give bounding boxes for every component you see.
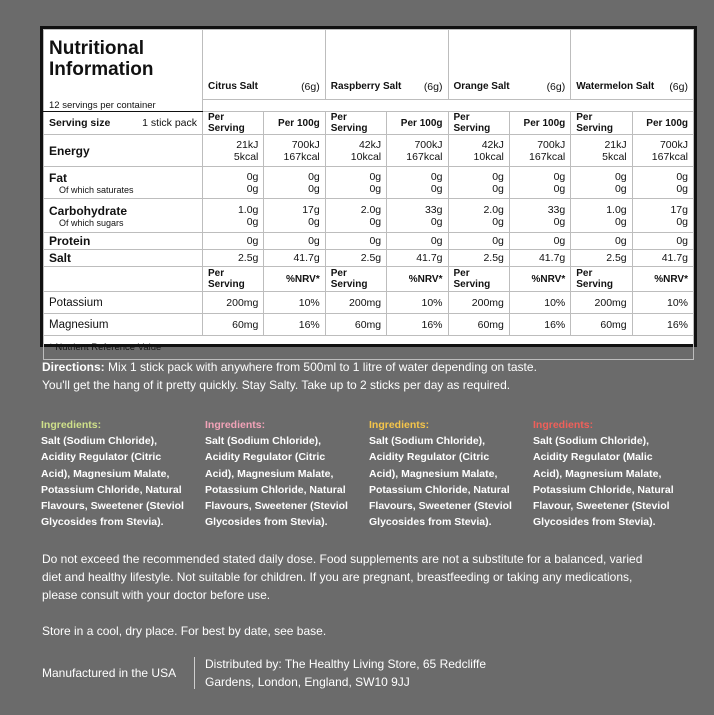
distributed-line-1: Distributed by: The Healthy Living Store, 65 Redcliffe — [205, 657, 487, 671]
carbohydrate-value-cell — [509, 199, 570, 233]
carbohydrate-value: 33g — [547, 203, 566, 216]
product-header-citrus — [203, 30, 326, 100]
footnote-row — [44, 336, 694, 360]
col-per-serving: Per Serving — [448, 112, 509, 135]
warning-text — [42, 550, 682, 604]
fat-value-cell — [571, 167, 632, 199]
energy-sub-value: 10kcal — [350, 150, 382, 163]
magnesium-row — [44, 314, 694, 336]
potassium-value: 10% — [632, 292, 693, 314]
energy-label: Energy — [49, 143, 90, 158]
fat-sub-value: 0g — [308, 182, 320, 195]
protein-value: 0g — [632, 233, 693, 250]
fat-sub-value: 0g — [676, 182, 688, 195]
fat-value: 0g — [553, 170, 566, 183]
ingredients-line: Potassium Chloride, Natural — [41, 483, 182, 496]
carbohydrate-value: 2.0g — [360, 203, 382, 216]
energy-value-cell — [387, 135, 448, 167]
salt-value: 41.7g — [264, 250, 325, 267]
energy-value: 42kJ — [481, 138, 504, 151]
protein-value: 0g — [448, 233, 509, 250]
ingredients-line: Flavour, Sweetener (Steviol — [533, 500, 670, 513]
fat-row — [44, 167, 694, 199]
fat-sub-label: Of which saturates — [59, 184, 134, 195]
col-per-100g: Per 100g — [632, 112, 693, 135]
energy-sub-value: 167kcal — [406, 150, 443, 163]
ingredients-heading: Ingredients: — [205, 419, 266, 431]
energy-sub-value: 167kcal — [283, 150, 320, 163]
col-per-serving: Per Serving — [571, 267, 632, 292]
magnesium-value: 60mg — [203, 314, 264, 336]
serving-size-row — [44, 112, 694, 135]
carbohydrate-row — [44, 199, 694, 233]
salt-row — [44, 250, 694, 267]
magnesium-value: 16% — [264, 314, 325, 336]
carbohydrate-value: 1.0g — [606, 203, 627, 216]
product-size: (6g) — [423, 81, 443, 93]
carbohydrate-value: 17g — [670, 203, 688, 216]
ingredients-line: Acid), Magnesium Malate, — [369, 467, 498, 480]
carbohydrate-sub-value: 0g — [553, 215, 566, 228]
energy-value: 21kJ — [604, 138, 627, 151]
ingredients-line: Acid), Magnesium Malate, — [533, 467, 662, 480]
ingredients-line: Glycosides from Stevia). — [205, 516, 328, 529]
energy-value-cell — [571, 135, 632, 167]
manufactured-in: Manufactured in the USA — [42, 666, 177, 680]
directions-line-2: You'll get the hang of it pretty quickly. Stay Salty. Take up to 2 sticks per day as required. — [42, 378, 511, 392]
serving-size-cell — [44, 112, 203, 135]
salt-value: 2.5g — [325, 250, 386, 267]
fat-value-cell — [448, 167, 509, 199]
fat-value-cell — [203, 167, 264, 199]
energy-sub-value: 167kcal — [529, 150, 566, 163]
product-name: Orange Salt — [453, 81, 510, 92]
carbohydrate-value-cell — [632, 199, 693, 233]
energy-sub-value: 5kcal — [602, 150, 627, 163]
ingredients-line: Potassium Chloride, Natural — [369, 483, 510, 496]
carbohydrate-sub-value: 0g — [676, 215, 688, 228]
col-nrv: %NRV* — [632, 267, 693, 292]
energy-value-cell — [509, 135, 570, 167]
potassium-row — [44, 292, 694, 314]
col-per-serving: Per Serving — [448, 267, 509, 292]
panel-title — [44, 30, 203, 100]
energy-sub-value: 167kcal — [651, 150, 688, 163]
nrv-footnote: * Nutrient Reference Value — [44, 336, 694, 360]
salt-value: 41.7g — [387, 250, 448, 267]
col-per-100g: Per 100g — [387, 112, 448, 135]
carbohydrate-value-cell — [264, 199, 325, 233]
energy-value: 700kJ — [414, 138, 443, 151]
serving-size-label: Serving size — [49, 117, 111, 129]
salt-value: 41.7g — [632, 250, 693, 267]
ingredients-line: Flavours, Sweetener (Steviol — [205, 500, 348, 513]
fat-value: 0g — [676, 170, 688, 183]
ingredients-line: Glycosides from Stevia). — [41, 516, 164, 529]
distributed-by — [205, 655, 535, 691]
carbohydrate-label: Carbohydrate — [49, 203, 128, 218]
fat-value: 0g — [246, 170, 259, 183]
footer-divider — [194, 657, 195, 689]
fat-sub-value: 0g — [614, 182, 627, 195]
energy-value: 700kJ — [537, 138, 566, 151]
potassium-value: 10% — [509, 292, 570, 314]
potassium-label: Potassium — [44, 292, 203, 314]
ingredients-line: Acid), Magnesium Malate, — [41, 467, 170, 480]
ingredients-heading: Ingredients: — [41, 419, 102, 431]
carbohydrate-value-cell — [203, 199, 264, 233]
potassium-value: 10% — [264, 292, 325, 314]
ingredients-column — [369, 417, 519, 530]
ingredients-line: Flavours, Sweetener (Steviol — [369, 500, 512, 513]
fat-value: 0g — [308, 170, 320, 183]
ingredients-column — [41, 417, 191, 530]
carbohydrate-value: 2.0g — [483, 203, 504, 216]
ingredients-line: Glycosides from Stevia). — [533, 516, 656, 529]
potassium-value: 200mg — [448, 292, 509, 314]
ingredients-line: Salt (Sodium Chloride), — [369, 435, 486, 448]
ingredients-line: Acidity Regulator (Malic — [533, 451, 653, 464]
serving-size-value: 1 stick pack — [142, 117, 197, 129]
servings-per-container: 12 servings per container — [44, 100, 203, 112]
product-size: (6g) — [669, 81, 688, 93]
energy-value: 21kJ — [236, 138, 259, 151]
potassium-value: 10% — [387, 292, 448, 314]
potassium-value: 200mg — [325, 292, 386, 314]
ingredients-line: Acid), Magnesium Malate, — [205, 467, 334, 480]
col-nrv: %NRV* — [264, 267, 325, 292]
fat-sub-value: 0g — [430, 182, 443, 195]
energy-row — [44, 135, 694, 167]
magnesium-value: 60mg — [448, 314, 509, 336]
storage-text: Store in a cool, dry place. For best by date, see base. — [42, 624, 327, 638]
col-per-serving: Per Serving — [203, 112, 264, 135]
nutrition-panel — [40, 26, 697, 353]
product-header-watermelon — [571, 30, 694, 100]
salt-value: 2.5g — [448, 250, 509, 267]
energy-value: 42kJ — [358, 138, 382, 151]
carbohydrate-sub-value: 0g — [614, 215, 627, 228]
directions-label: Directions: — [42, 360, 105, 374]
ingredients-line: Potassium Chloride, Natural — [205, 483, 346, 496]
col-nrv: %NRV* — [387, 267, 448, 292]
title-line-1: Nutritional — [49, 38, 144, 59]
protein-value: 0g — [325, 233, 386, 250]
carbohydrate-sub-value: 0g — [308, 215, 320, 228]
carbohydrate-value-cell — [387, 199, 448, 233]
carbohydrate-value-cell — [325, 199, 386, 233]
product-header-row — [44, 30, 694, 100]
ingredients-column — [205, 417, 355, 530]
carbohydrate-label-cell — [44, 199, 203, 233]
directions-line-1: Mix 1 stick pack with anywhere from 500ml to 1 litre of water depending on taste. — [108, 360, 537, 374]
magnesium-value: 60mg — [325, 314, 386, 336]
salt-value: 41.7g — [509, 250, 570, 267]
protein-value: 0g — [203, 233, 264, 250]
nutrition-table — [43, 29, 694, 360]
energy-value-cell — [264, 135, 325, 167]
salt-value: 2.5g — [571, 250, 632, 267]
carbohydrate-value: 1.0g — [237, 203, 259, 216]
fat-value-cell — [264, 167, 325, 199]
magnesium-value: 60mg — [571, 314, 632, 336]
fat-sub-value: 0g — [369, 182, 382, 195]
col-per-serving: Per Serving — [325, 267, 386, 292]
col-nrv: %NRV* — [509, 267, 570, 292]
magnesium-label: Magnesium — [44, 314, 203, 336]
product-name: Raspberry Salt — [330, 81, 402, 92]
directions — [42, 358, 682, 394]
ingredients-heading: Ingredients: — [369, 419, 430, 431]
carbohydrate-value: 33g — [424, 203, 443, 216]
carbohydrate-sub-value: 0g — [246, 215, 259, 228]
fat-value: 0g — [492, 170, 504, 183]
ingredients-column — [533, 417, 683, 530]
ingredients-line: Salt (Sodium Chloride), — [205, 435, 322, 448]
col-per-serving: Per Serving — [571, 112, 632, 135]
col-per-100g: Per 100g — [509, 112, 570, 135]
fat-sub-value: 0g — [553, 182, 566, 195]
energy-value-cell — [448, 135, 509, 167]
fat-label-cell — [44, 167, 203, 199]
servings-row — [44, 100, 694, 112]
product-name: Citrus Salt — [208, 81, 259, 92]
energy-value-cell — [203, 135, 264, 167]
product-size: (6g) — [546, 81, 566, 93]
potassium-value: 200mg — [571, 292, 632, 314]
protein-value: 0g — [571, 233, 632, 250]
fat-value: 0g — [430, 170, 443, 183]
ingredients-line: Potassium Chloride, Natural — [533, 483, 674, 496]
protein-row — [44, 233, 694, 250]
fat-value-cell — [632, 167, 693, 199]
fat-label: Fat — [49, 170, 67, 185]
potassium-value: 200mg — [203, 292, 264, 314]
energy-label-cell — [44, 135, 203, 167]
fat-value-cell — [509, 167, 570, 199]
distributed-line-2: Gardens, London, England, SW10 9JJ — [205, 675, 410, 689]
col-per-100g: Per 100g — [264, 112, 325, 135]
energy-value-cell — [325, 135, 386, 167]
carbohydrate-sub-value: 0g — [492, 215, 504, 228]
energy-value: 700kJ — [291, 138, 320, 151]
fat-sub-value: 0g — [492, 182, 504, 195]
warning-line-3: please consult with your doctor before use. — [42, 588, 271, 602]
nrv-header-row — [44, 267, 694, 292]
col-per-serving: Per Serving — [325, 112, 386, 135]
salt-value: 2.5g — [203, 250, 264, 267]
ingredients-line: Salt (Sodium Chloride), — [41, 435, 158, 448]
carbohydrate-sub-value: 0g — [369, 215, 382, 228]
protein-value: 0g — [387, 233, 448, 250]
ingredients-line: Acidity Regulator (Citric — [41, 451, 162, 464]
energy-value: 700kJ — [659, 138, 688, 151]
fat-value: 0g — [614, 170, 627, 183]
protein-value: 0g — [509, 233, 570, 250]
carbohydrate-sub-value: 0g — [430, 215, 443, 228]
ingredients-line: Flavours, Sweetener (Steviol — [41, 500, 184, 513]
magnesium-value: 16% — [387, 314, 448, 336]
fat-value-cell — [387, 167, 448, 199]
ingredients-line: Acidity Regulator (Citric — [369, 451, 490, 464]
ingredients-heading: Ingredients: — [533, 419, 594, 431]
fat-sub-value: 0g — [246, 182, 259, 195]
carbohydrate-sub-label: Of which sugars — [59, 217, 124, 228]
magnesium-value: 16% — [509, 314, 570, 336]
product-name: Watermelon Salt — [576, 81, 655, 92]
energy-sub-value: 10kcal — [473, 150, 504, 163]
ingredients-line: Acidity Regulator (Citric — [205, 451, 326, 464]
ingredients-line: Salt (Sodium Chloride), — [533, 435, 650, 448]
fat-value: 0g — [369, 170, 382, 183]
title-line-2: Information — [49, 59, 154, 80]
magnesium-value: 16% — [632, 314, 693, 336]
energy-sub-value: 5kcal — [233, 150, 259, 163]
carbohydrate-value-cell — [448, 199, 509, 233]
protein-value: 0g — [264, 233, 325, 250]
warning-line-2: diet and healthy lifestyle. Not suitable for children. If you are pregnant, breastfeeding or taking any medications, — [42, 570, 633, 584]
carbohydrate-value: 17g — [302, 203, 320, 216]
warning-line-1: Do not exceed the recommended stated daily dose. Food supplements are not a substitute for a balanced, varied — [42, 552, 643, 566]
product-size: (6g) — [301, 81, 320, 93]
fat-value-cell — [325, 167, 386, 199]
carbohydrate-value-cell — [571, 199, 632, 233]
energy-value-cell — [632, 135, 693, 167]
protein-label: Protein — [44, 233, 203, 250]
salt-label: Salt — [44, 250, 203, 267]
product-header-raspberry — [325, 30, 448, 100]
col-per-serving: Per Serving — [203, 267, 264, 292]
ingredients-line: Glycosides from Stevia). — [369, 516, 492, 529]
product-header-orange — [448, 30, 571, 100]
